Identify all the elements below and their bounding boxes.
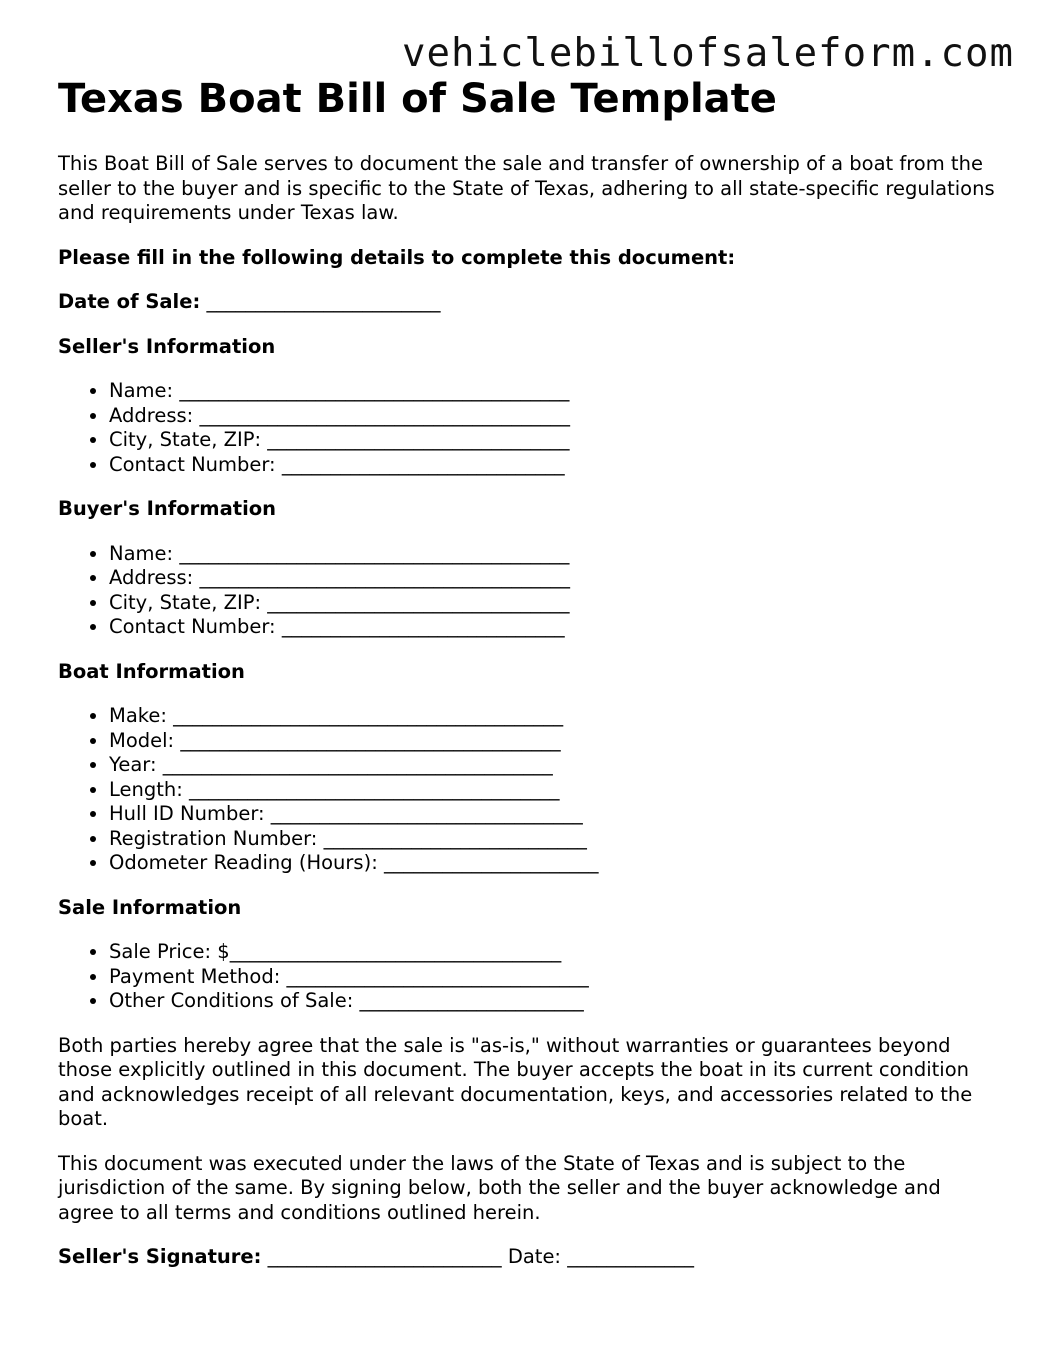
other-conditions-field[interactable]: _______________________ — [359, 989, 584, 1012]
buyer-city-state-zip-label: City, State, ZIP: — [109, 590, 262, 614]
date-of-sale-field[interactable]: ________________________ — [206, 290, 441, 313]
seller-name-label: Name: — [109, 379, 174, 402]
sale-fields-list — [58, 940, 998, 1014]
boat-model-field[interactable]: _______________________________________ — [180, 728, 561, 752]
seller-address-label: Address: — [109, 403, 194, 427]
buyer-fields-list — [58, 542, 998, 640]
list-item — [109, 566, 998, 591]
boat-hull-id-label: Hull ID Number: — [109, 802, 265, 825]
boat-hull-id-field[interactable]: ________________________________ — [270, 802, 583, 825]
seller-signature-label: Seller's Signature: — [58, 1245, 262, 1268]
list-item — [109, 404, 998, 429]
buyer-address-label: Address: — [109, 566, 194, 589]
payment-method-label: Payment Method: — [109, 964, 281, 988]
buyer-address-field[interactable]: ______________________________________ — [199, 566, 570, 589]
list-item — [109, 965, 998, 990]
list-item — [109, 542, 998, 567]
sale-price-field[interactable]: __________________________________ — [229, 940, 562, 963]
as-is-paragraph: Both parties hereby agree that the sale is "as-is," without warranties or guarantees beyond those explicitly outlined in this document. The buyer accepts the boat in its current condition and acknowledges receipt of all relevant documentation, keys, and accessories related to the boat. — [58, 1033, 973, 1130]
buyer-heading: Buyer's Information — [58, 497, 277, 520]
list-item — [109, 753, 998, 778]
seller-contact-number-label: Contact Number: — [109, 452, 276, 476]
seller-contact-number-field[interactable]: _____________________________ — [281, 452, 565, 476]
seller-signature-field[interactable]: ________________________ — [267, 1245, 502, 1268]
buyer-contact-number-field[interactable]: _____________________________ — [281, 615, 565, 638]
list-item — [109, 989, 998, 1014]
seller-address-field[interactable]: ______________________________________ — [199, 403, 570, 427]
boat-length-field[interactable]: ______________________________________ — [189, 777, 560, 801]
boat-heading: Boat Information — [58, 659, 245, 683]
seller-city-state-zip-field[interactable]: _______________________________ — [267, 428, 570, 451]
boat-model-label: Model: — [109, 728, 175, 752]
instruction-text: Please fill in the following details to complete this document: — [58, 245, 736, 269]
list-item — [109, 778, 998, 803]
boat-odometer-field[interactable]: ______________________ — [383, 851, 599, 874]
boat-year-label: Year: — [109, 753, 157, 776]
boat-odometer-label: Odometer Reading (Hours): — [109, 851, 378, 874]
list-item — [109, 802, 998, 827]
boat-registration-field[interactable]: ___________________________ — [323, 826, 587, 850]
buyer-name-field[interactable]: ________________________________________ — [179, 541, 570, 565]
signature-date-label: Date: — [507, 1245, 562, 1268]
boat-year-field[interactable]: ________________________________________ — [162, 753, 553, 776]
list-item — [109, 615, 998, 640]
seller-name-field[interactable]: ________________________________________ — [179, 379, 570, 402]
list-item — [109, 729, 998, 754]
buyer-name-label: Name: — [109, 541, 174, 565]
seller-fields-list — [58, 379, 998, 477]
list-item — [109, 851, 998, 876]
boat-make-field[interactable]: ________________________________________ — [173, 704, 564, 727]
date-of-sale-label: Date of Sale: — [58, 290, 201, 313]
buyer-city-state-zip-field[interactable]: _______________________________ — [267, 590, 570, 614]
signature-date-field[interactable]: _____________ — [567, 1245, 694, 1268]
boat-length-label: Length: — [109, 777, 183, 801]
buyer-contact-number-label: Contact Number: — [109, 615, 276, 638]
page-title: Texas Boat Bill of Sale Template — [58, 76, 777, 122]
watermark: vehiclebillofsaleform.com — [402, 31, 1014, 76]
signature-line — [58, 1245, 998, 1270]
list-item — [109, 379, 998, 404]
document-page — [58, 76, 998, 1270]
intro-paragraph: This Boat Bill of Sale serves to document the sale and transfer of ownership of a boat from the seller to the buyer and is specific to the State of Texas, adhering to all state-specific regulations and requirements under Texas law. — [58, 152, 995, 224]
date-of-sale-line — [58, 290, 998, 315]
list-item — [109, 704, 998, 729]
jurisdiction-paragraph: This document was executed under the laws of the State of Texas and is subject to the jurisdiction of the same. By signing below, both the seller and the buyer acknowledge and agree to all terms and conditions outlined herein. — [58, 1151, 941, 1224]
list-item — [109, 453, 998, 478]
list-item — [109, 827, 998, 852]
list-item — [109, 428, 998, 453]
boat-make-label: Make: — [109, 704, 167, 727]
list-item — [109, 591, 998, 616]
sale-heading: Sale Information — [58, 895, 242, 919]
payment-method-field[interactable]: _______________________________ — [286, 964, 589, 988]
boat-fields-list — [58, 704, 998, 876]
seller-city-state-zip-label: City, State, ZIP: — [109, 428, 262, 451]
sale-price-label: Sale Price: $ — [109, 940, 230, 963]
seller-heading: Seller's Information — [58, 334, 276, 358]
other-conditions-label: Other Conditions of Sale: — [109, 989, 354, 1012]
boat-registration-label: Registration Number: — [109, 826, 318, 850]
list-item — [109, 940, 998, 965]
